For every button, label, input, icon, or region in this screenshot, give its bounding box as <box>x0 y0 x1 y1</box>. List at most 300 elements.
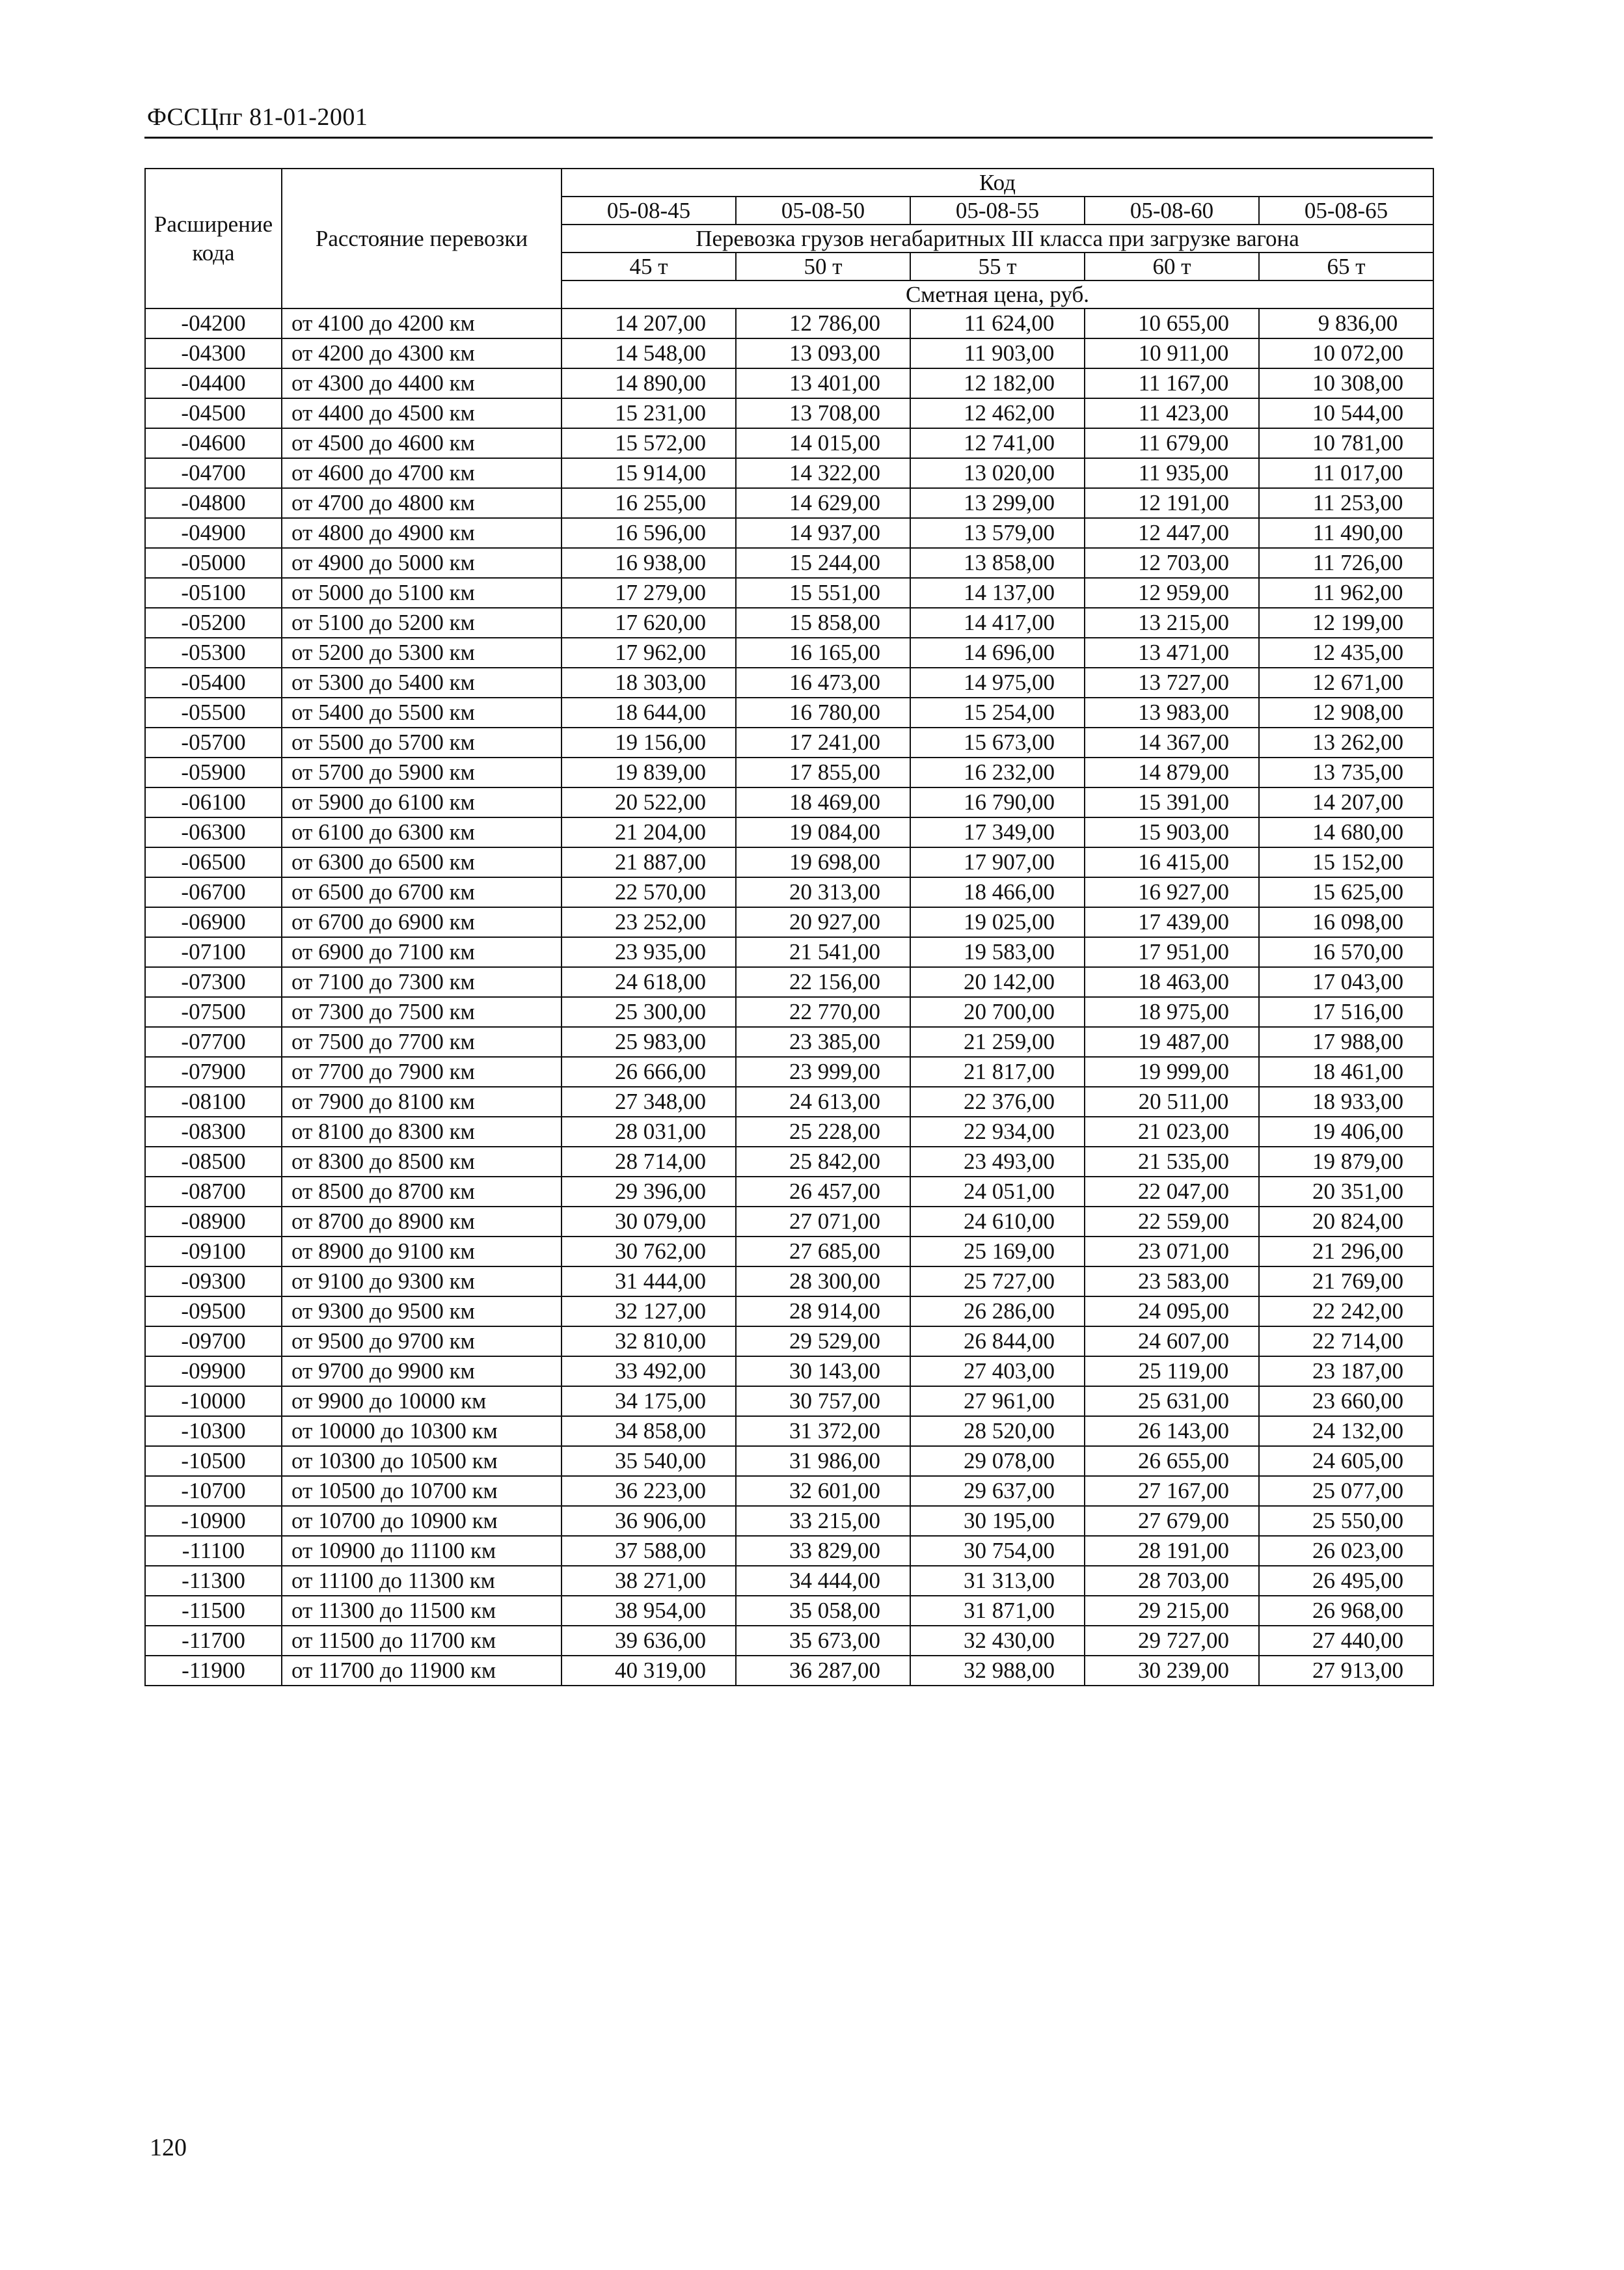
price-cell: 11 903,00 <box>910 338 1085 368</box>
price-cell: 11 167,00 <box>1085 368 1259 398</box>
code-extension-cell: -05700 <box>145 728 282 758</box>
price-cell: 15 152,00 <box>1259 847 1433 877</box>
table-row <box>145 1057 1433 1087</box>
distance-cell: от 6100 до 6300 км <box>282 817 562 847</box>
table-row <box>145 1566 1433 1596</box>
price-cell: 28 191,00 <box>1085 1536 1259 1566</box>
price-cell: 18 461,00 <box>1259 1057 1433 1087</box>
table-row <box>145 1416 1433 1446</box>
price-cell: 14 367,00 <box>1085 728 1259 758</box>
code-extension-cell: -10700 <box>145 1476 282 1506</box>
price-cell: 19 999,00 <box>1085 1057 1259 1087</box>
price-cell: 22 714,00 <box>1259 1326 1433 1356</box>
table-row <box>145 847 1433 877</box>
distance-cell: от 10900 до 11100 км <box>282 1536 562 1566</box>
price-cell: 13 401,00 <box>736 368 910 398</box>
price-cell: 16 255,00 <box>562 488 736 518</box>
table-row <box>145 1356 1433 1386</box>
distance-cell: от 9900 до 10000 км <box>282 1386 562 1416</box>
code-extension-cell: -06500 <box>145 847 282 877</box>
price-cell: 20 522,00 <box>562 787 736 817</box>
table-row <box>145 1506 1433 1536</box>
code-extension-cell: -10000 <box>145 1386 282 1416</box>
distance-cell: от 8100 до 8300 км <box>282 1117 562 1147</box>
price-cell: 12 786,00 <box>736 308 910 338</box>
code-extension-cell: -11300 <box>145 1566 282 1596</box>
distance-cell: от 5500 до 5700 км <box>282 728 562 758</box>
price-cell: 14 015,00 <box>736 428 910 458</box>
table-row <box>145 1147 1433 1177</box>
distance-cell: от 11100 до 11300 км <box>282 1566 562 1596</box>
price-cell: 21 296,00 <box>1259 1237 1433 1266</box>
table-row <box>145 1446 1433 1476</box>
price-cell: 14 937,00 <box>736 518 910 548</box>
price-cell: 35 058,00 <box>736 1596 910 1626</box>
price-cell: 11 624,00 <box>910 308 1085 338</box>
price-cell: 20 700,00 <box>910 997 1085 1027</box>
price-cell: 14 680,00 <box>1259 817 1433 847</box>
table-row <box>145 1117 1433 1147</box>
code-header: 05-08-55 <box>910 197 1085 225</box>
price-cell: 23 187,00 <box>1259 1356 1433 1386</box>
table-header <box>145 169 1433 308</box>
price-cell: 13 708,00 <box>736 398 910 428</box>
table-row <box>145 1596 1433 1626</box>
code-extension-cell: -04800 <box>145 488 282 518</box>
price-cell: 22 770,00 <box>736 997 910 1027</box>
price-cell: 15 231,00 <box>562 398 736 428</box>
distance-cell: от 11500 до 11700 км <box>282 1626 562 1656</box>
price-cell: 10 655,00 <box>1085 308 1259 338</box>
price-cell: 15 673,00 <box>910 728 1085 758</box>
price-cell: 14 629,00 <box>736 488 910 518</box>
price-cell: 32 430,00 <box>910 1626 1085 1656</box>
price-table <box>144 168 1434 1686</box>
price-cell: 13 020,00 <box>910 458 1085 488</box>
price-cell: 22 376,00 <box>910 1087 1085 1117</box>
price-cell: 26 495,00 <box>1259 1566 1433 1596</box>
price-cell: 14 137,00 <box>910 578 1085 608</box>
price-cell: 13 262,00 <box>1259 728 1433 758</box>
code-extension-cell: -07700 <box>145 1027 282 1057</box>
price-cell: 15 551,00 <box>736 578 910 608</box>
page-number: 120 <box>150 2134 187 2161</box>
price-cell: 12 447,00 <box>1085 518 1259 548</box>
price-cell: 13 735,00 <box>1259 758 1433 787</box>
code-extension-cell: -04600 <box>145 428 282 458</box>
distance-cell: от 10500 до 10700 км <box>282 1476 562 1506</box>
price-cell: 22 047,00 <box>1085 1177 1259 1207</box>
distance-cell: от 5400 до 5500 км <box>282 698 562 728</box>
table-row <box>145 308 1433 338</box>
code-extension-cell: -04700 <box>145 458 282 488</box>
price-cell: 22 559,00 <box>1085 1207 1259 1237</box>
table-row <box>145 728 1433 758</box>
price-cell: 17 951,00 <box>1085 937 1259 967</box>
price-cell: 15 254,00 <box>910 698 1085 728</box>
price-cell: 34 175,00 <box>562 1386 736 1416</box>
distance-cell: от 8500 до 8700 км <box>282 1177 562 1207</box>
code-extension-cell: -05000 <box>145 548 282 578</box>
code-extension-cell: -06300 <box>145 817 282 847</box>
price-cell: 23 935,00 <box>562 937 736 967</box>
price-cell: 26 666,00 <box>562 1057 736 1087</box>
price-cell: 27 440,00 <box>1259 1626 1433 1656</box>
distance-cell: от 5900 до 6100 км <box>282 787 562 817</box>
price-cell: 33 215,00 <box>736 1506 910 1536</box>
table-row <box>145 1027 1433 1057</box>
distance-cell: от 7700 до 7900 км <box>282 1057 562 1087</box>
price-cell: 14 890,00 <box>562 368 736 398</box>
table-body <box>145 308 1433 1686</box>
table-row <box>145 488 1433 518</box>
code-extension-cell: -05400 <box>145 668 282 698</box>
price-cell: 25 983,00 <box>562 1027 736 1057</box>
price-cell: 31 372,00 <box>736 1416 910 1446</box>
price-cell: 25 550,00 <box>1259 1506 1433 1536</box>
price-unit-header: Сметная цена, руб. <box>562 280 1433 308</box>
price-cell: 23 583,00 <box>1085 1266 1259 1296</box>
price-cell: 26 457,00 <box>736 1177 910 1207</box>
price-cell: 25 077,00 <box>1259 1476 1433 1506</box>
price-cell: 19 839,00 <box>562 758 736 787</box>
price-cell: 10 308,00 <box>1259 368 1433 398</box>
col-ext-header: Расширение кода <box>145 169 282 308</box>
code-header: 05-08-65 <box>1259 197 1433 225</box>
distance-cell: от 8300 до 8500 км <box>282 1147 562 1177</box>
price-cell: 27 403,00 <box>910 1356 1085 1386</box>
price-cell: 30 754,00 <box>910 1536 1085 1566</box>
price-cell: 30 762,00 <box>562 1237 736 1266</box>
distance-cell: от 11300 до 11500 км <box>282 1596 562 1626</box>
price-cell: 17 349,00 <box>910 817 1085 847</box>
price-cell: 10 072,00 <box>1259 338 1433 368</box>
price-cell: 18 303,00 <box>562 668 736 698</box>
price-cell: 12 199,00 <box>1259 608 1433 638</box>
price-cell: 30 239,00 <box>1085 1656 1259 1686</box>
code-extension-cell: -11100 <box>145 1536 282 1566</box>
price-cell: 40 319,00 <box>562 1656 736 1686</box>
price-cell: 37 588,00 <box>562 1536 736 1566</box>
code-extension-cell: -06900 <box>145 907 282 937</box>
price-cell: 23 252,00 <box>562 907 736 937</box>
price-cell: 20 927,00 <box>736 907 910 937</box>
price-cell: 16 165,00 <box>736 638 910 668</box>
table-row <box>145 1476 1433 1506</box>
price-cell: 24 095,00 <box>1085 1296 1259 1326</box>
price-cell: 12 959,00 <box>1085 578 1259 608</box>
price-cell: 15 572,00 <box>562 428 736 458</box>
price-cell: 23 385,00 <box>736 1027 910 1057</box>
price-cell: 32 127,00 <box>562 1296 736 1326</box>
table-row <box>145 1237 1433 1266</box>
distance-cell: от 4600 до 4700 км <box>282 458 562 488</box>
price-cell: 17 241,00 <box>736 728 910 758</box>
price-cell: 28 914,00 <box>736 1296 910 1326</box>
price-cell: 12 435,00 <box>1259 638 1433 668</box>
code-extension-cell: -04500 <box>145 398 282 428</box>
header-rule <box>144 137 1433 139</box>
price-cell: 11 423,00 <box>1085 398 1259 428</box>
price-cell: 16 415,00 <box>1085 847 1259 877</box>
price-cell: 18 466,00 <box>910 877 1085 907</box>
table-row <box>145 1326 1433 1356</box>
price-cell: 24 051,00 <box>910 1177 1085 1207</box>
distance-cell: от 5300 до 5400 км <box>282 668 562 698</box>
price-cell: 26 968,00 <box>1259 1596 1433 1626</box>
table-row <box>145 1656 1433 1686</box>
price-cell: 18 463,00 <box>1085 967 1259 997</box>
distance-cell: от 8700 до 8900 км <box>282 1207 562 1237</box>
price-cell: 17 279,00 <box>562 578 736 608</box>
table-row <box>145 787 1433 817</box>
price-cell: 13 299,00 <box>910 488 1085 518</box>
price-cell: 33 829,00 <box>736 1536 910 1566</box>
code-extension-cell: -08500 <box>145 1147 282 1177</box>
price-cell: 13 858,00 <box>910 548 1085 578</box>
price-cell: 23 071,00 <box>1085 1237 1259 1266</box>
price-cell: 36 906,00 <box>562 1506 736 1536</box>
table-row <box>145 578 1433 608</box>
price-cell: 14 696,00 <box>910 638 1085 668</box>
table-row <box>145 937 1433 967</box>
price-cell: 17 516,00 <box>1259 997 1433 1027</box>
table-row <box>145 428 1433 458</box>
distance-cell: от 7900 до 8100 км <box>282 1087 562 1117</box>
price-cell: 30 757,00 <box>736 1386 910 1416</box>
price-cell: 30 195,00 <box>910 1506 1085 1536</box>
kod-header: Код <box>562 169 1433 197</box>
price-cell: 25 300,00 <box>562 997 736 1027</box>
price-cell: 24 618,00 <box>562 967 736 997</box>
code-extension-cell: -04900 <box>145 518 282 548</box>
price-cell: 24 132,00 <box>1259 1416 1433 1446</box>
price-cell: 15 903,00 <box>1085 817 1259 847</box>
price-cell: 14 322,00 <box>736 458 910 488</box>
code-extension-cell: -09700 <box>145 1326 282 1356</box>
code-extension-cell: -05100 <box>145 578 282 608</box>
price-cell: 29 215,00 <box>1085 1596 1259 1626</box>
price-cell: 27 348,00 <box>562 1087 736 1117</box>
price-cell: 17 988,00 <box>1259 1027 1433 1057</box>
distance-cell: от 7500 до 7700 км <box>282 1027 562 1057</box>
table-row <box>145 608 1433 638</box>
price-cell: 27 961,00 <box>910 1386 1085 1416</box>
price-cell: 20 142,00 <box>910 967 1085 997</box>
code-extension-cell: -09900 <box>145 1356 282 1386</box>
price-cell: 16 780,00 <box>736 698 910 728</box>
table-row <box>145 997 1433 1027</box>
code-extension-cell: -10300 <box>145 1416 282 1446</box>
price-cell: 10 781,00 <box>1259 428 1433 458</box>
table-row <box>145 1536 1433 1566</box>
price-cell: 17 043,00 <box>1259 967 1433 997</box>
code-extension-cell: -10500 <box>145 1446 282 1476</box>
code-extension-cell: -04200 <box>145 308 282 338</box>
price-cell: 12 671,00 <box>1259 668 1433 698</box>
distance-cell: от 9100 до 9300 км <box>282 1266 562 1296</box>
price-cell: 17 439,00 <box>1085 907 1259 937</box>
price-cell: 16 473,00 <box>736 668 910 698</box>
price-cell: 11 726,00 <box>1259 548 1433 578</box>
price-cell: 10 911,00 <box>1085 338 1259 368</box>
price-cell: 19 406,00 <box>1259 1117 1433 1147</box>
distance-cell: от 9300 до 9500 км <box>282 1296 562 1326</box>
price-cell: 27 071,00 <box>736 1207 910 1237</box>
price-cell: 30 143,00 <box>736 1356 910 1386</box>
price-cell: 10 544,00 <box>1259 398 1433 428</box>
table-row <box>145 1177 1433 1207</box>
table-row <box>145 338 1433 368</box>
price-cell: 30 079,00 <box>562 1207 736 1237</box>
code-header: 05-08-45 <box>562 197 736 225</box>
price-cell: 11 490,00 <box>1259 518 1433 548</box>
code-extension-cell: -08100 <box>145 1087 282 1117</box>
price-cell: 11 962,00 <box>1259 578 1433 608</box>
price-cell: 12 182,00 <box>910 368 1085 398</box>
price-cell: 9 836,00 <box>1259 308 1433 338</box>
table-row <box>145 398 1433 428</box>
distance-cell: от 4300 до 4400 км <box>282 368 562 398</box>
price-cell: 11 017,00 <box>1259 458 1433 488</box>
price-cell: 19 879,00 <box>1259 1147 1433 1177</box>
price-cell: 13 983,00 <box>1085 698 1259 728</box>
price-cell: 32 810,00 <box>562 1326 736 1356</box>
code-extension-cell: -09500 <box>145 1296 282 1326</box>
code-extension-cell: -04400 <box>145 368 282 398</box>
price-cell: 18 975,00 <box>1085 997 1259 1027</box>
price-cell: 12 191,00 <box>1085 488 1259 518</box>
table-row <box>145 548 1433 578</box>
price-cell: 16 596,00 <box>562 518 736 548</box>
price-cell: 31 871,00 <box>910 1596 1085 1626</box>
price-cell: 34 444,00 <box>736 1566 910 1596</box>
tonnage-header: 55 т <box>910 253 1085 280</box>
code-extension-cell: -06100 <box>145 787 282 817</box>
price-cell: 13 215,00 <box>1085 608 1259 638</box>
price-cell: 26 655,00 <box>1085 1446 1259 1476</box>
price-cell: 11 679,00 <box>1085 428 1259 458</box>
price-cell: 28 520,00 <box>910 1416 1085 1446</box>
price-cell: 21 535,00 <box>1085 1147 1259 1177</box>
price-cell: 11 253,00 <box>1259 488 1433 518</box>
price-cell: 17 962,00 <box>562 638 736 668</box>
code-extension-cell: -08700 <box>145 1177 282 1207</box>
price-cell: 20 351,00 <box>1259 1177 1433 1207</box>
table-row <box>145 368 1433 398</box>
tonnage-header: 65 т <box>1259 253 1433 280</box>
code-extension-cell: -11700 <box>145 1626 282 1656</box>
code-extension-cell: -05500 <box>145 698 282 728</box>
code-extension-cell: -11500 <box>145 1596 282 1626</box>
price-cell: 28 714,00 <box>562 1147 736 1177</box>
price-cell: 24 607,00 <box>1085 1326 1259 1356</box>
code-extension-cell: -09300 <box>145 1266 282 1296</box>
table-row <box>145 1386 1433 1416</box>
code-extension-cell: -09100 <box>145 1237 282 1266</box>
tonnage-header: 45 т <box>562 253 736 280</box>
price-cell: 21 023,00 <box>1085 1117 1259 1147</box>
price-cell: 29 727,00 <box>1085 1626 1259 1656</box>
price-cell: 17 907,00 <box>910 847 1085 877</box>
price-cell: 22 570,00 <box>562 877 736 907</box>
price-cell: 27 913,00 <box>1259 1656 1433 1686</box>
price-cell: 29 396,00 <box>562 1177 736 1207</box>
price-cell: 29 078,00 <box>910 1446 1085 1476</box>
price-cell: 12 703,00 <box>1085 548 1259 578</box>
price-cell: 32 601,00 <box>736 1476 910 1506</box>
price-cell: 28 031,00 <box>562 1117 736 1147</box>
distance-cell: от 4800 до 4900 км <box>282 518 562 548</box>
price-cell: 27 685,00 <box>736 1237 910 1266</box>
price-cell: 25 842,00 <box>736 1147 910 1177</box>
price-cell: 34 858,00 <box>562 1416 736 1446</box>
code-extension-cell: -07900 <box>145 1057 282 1087</box>
table-row <box>145 458 1433 488</box>
tonnage-header: 50 т <box>736 253 910 280</box>
price-cell: 23 999,00 <box>736 1057 910 1087</box>
table-row <box>145 758 1433 787</box>
table-row <box>145 1266 1433 1296</box>
price-cell: 24 605,00 <box>1259 1446 1433 1476</box>
price-cell: 13 727,00 <box>1085 668 1259 698</box>
price-cell: 20 313,00 <box>736 877 910 907</box>
distance-cell: от 7300 до 7500 км <box>282 997 562 1027</box>
code-extension-cell: -05200 <box>145 608 282 638</box>
price-cell: 19 698,00 <box>736 847 910 877</box>
code-extension-cell: -04300 <box>145 338 282 368</box>
price-cell: 13 579,00 <box>910 518 1085 548</box>
price-cell: 12 462,00 <box>910 398 1085 428</box>
document-code-header: ФССЦпг 81-01-2001 <box>147 103 368 131</box>
table-row <box>145 1296 1433 1326</box>
distance-cell: от 10300 до 10500 км <box>282 1446 562 1476</box>
price-cell: 25 631,00 <box>1085 1386 1259 1416</box>
price-cell: 18 933,00 <box>1259 1087 1433 1117</box>
price-cell: 27 679,00 <box>1085 1506 1259 1536</box>
price-cell: 25 169,00 <box>910 1237 1085 1266</box>
price-cell: 18 644,00 <box>562 698 736 728</box>
price-cell: 32 988,00 <box>910 1656 1085 1686</box>
price-cell: 17 855,00 <box>736 758 910 787</box>
distance-cell: от 4400 до 4500 км <box>282 398 562 428</box>
price-cell: 24 610,00 <box>910 1207 1085 1237</box>
price-cell: 13 093,00 <box>736 338 910 368</box>
price-cell: 21 769,00 <box>1259 1266 1433 1296</box>
distance-cell: от 5000 до 5100 км <box>282 578 562 608</box>
price-cell: 26 286,00 <box>910 1296 1085 1326</box>
price-cell: 26 023,00 <box>1259 1536 1433 1566</box>
price-cell: 14 975,00 <box>910 668 1085 698</box>
distance-cell: от 9500 до 9700 км <box>282 1326 562 1356</box>
price-cell: 25 727,00 <box>910 1266 1085 1296</box>
price-cell: 36 223,00 <box>562 1476 736 1506</box>
code-extension-cell: -08300 <box>145 1117 282 1147</box>
table-row <box>145 817 1433 847</box>
distance-cell: от 7100 до 7300 км <box>282 967 562 997</box>
price-cell: 15 625,00 <box>1259 877 1433 907</box>
price-cell: 15 391,00 <box>1085 787 1259 817</box>
price-cell: 31 986,00 <box>736 1446 910 1476</box>
price-cell: 23 660,00 <box>1259 1386 1433 1416</box>
price-cell: 25 119,00 <box>1085 1356 1259 1386</box>
price-cell: 21 817,00 <box>910 1057 1085 1087</box>
price-cell: 35 673,00 <box>736 1626 910 1656</box>
code-extension-cell: -05900 <box>145 758 282 787</box>
price-cell: 28 300,00 <box>736 1266 910 1296</box>
distance-cell: от 11700 до 11900 км <box>282 1656 562 1686</box>
price-cell: 15 244,00 <box>736 548 910 578</box>
